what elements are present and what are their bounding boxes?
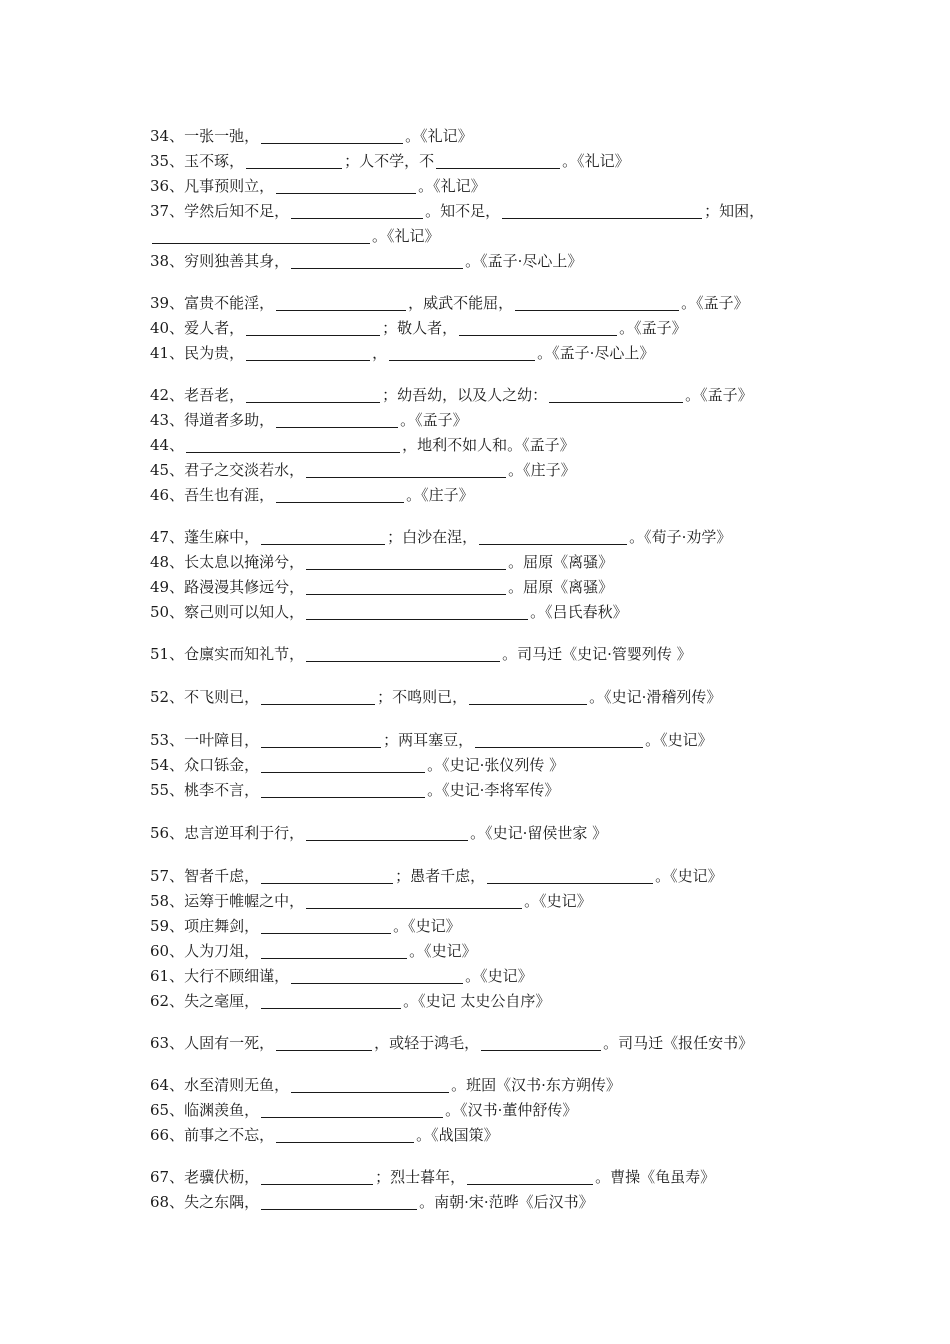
quote-text: 53、一叶障目， [150, 731, 260, 749]
quote-text: 。《史记·张仪列传 》 [427, 756, 565, 774]
answer-blank[interactable] [276, 1127, 414, 1143]
quote-line [150, 779, 559, 801]
quote-line [150, 965, 533, 987]
quote-line [150, 526, 731, 548]
answer-blank[interactable] [475, 732, 643, 748]
quote-text: 61、大行不顾细谨， [150, 967, 290, 985]
quote-line [150, 1191, 594, 1213]
quote-line [150, 890, 592, 912]
quote-text: 。《荀子·劝学》 [629, 528, 732, 546]
answer-blank[interactable] [515, 295, 679, 311]
quote-line [150, 940, 477, 962]
quote-text: 36、凡事预则立， [150, 177, 275, 195]
answer-blank[interactable] [291, 1077, 449, 1093]
quote-text: 51、仓廪实而知礼节， [150, 645, 305, 663]
quote-line [150, 125, 473, 147]
quote-text: 。《孟子》 [685, 386, 753, 404]
answer-blank[interactable] [246, 320, 380, 336]
quote-line [150, 342, 654, 364]
quote-text: 。屈原《离骚》 [508, 578, 614, 596]
answer-blank[interactable] [261, 918, 391, 934]
quote-text: ；白沙在涅， [387, 528, 478, 546]
answer-blank[interactable] [291, 253, 463, 269]
quote-line [150, 150, 630, 172]
quote-text: 34、一张一弛， [150, 127, 260, 145]
quote-line [150, 1124, 499, 1146]
quote-text: 。司马迁《报任安书》 [603, 1034, 754, 1052]
quote-text: 。《孟子》 [619, 319, 687, 337]
quote-text: 42、老吾老， [150, 386, 245, 404]
answer-blank[interactable] [261, 757, 425, 773]
answer-blank[interactable] [261, 128, 403, 144]
quote-text: 52、不飞则已， [150, 688, 260, 706]
quote-line [150, 865, 723, 887]
quote-text: ，地利不如人和。《孟子》 [402, 436, 575, 454]
quote-text: 55、桃李不言， [150, 781, 260, 799]
quote-text: 54、众口铄金， [150, 756, 260, 774]
quote-line [150, 754, 564, 776]
answer-blank[interactable] [502, 203, 702, 219]
quote-line [150, 459, 576, 481]
quote-text: 。《孟子·尽心上》 [537, 344, 655, 362]
quote-line [150, 200, 764, 222]
quote-text: 38、穷则独善其身， [150, 252, 290, 270]
answer-blank[interactable] [276, 487, 404, 503]
answer-blank[interactable] [487, 868, 653, 884]
quote-text: 66、前事之不忘， [150, 1126, 275, 1144]
answer-blank[interactable] [276, 412, 398, 428]
quote-text: 63、人固有一死， [150, 1034, 275, 1052]
quote-text: 。《孟子》 [681, 294, 749, 312]
quote-text: 64、水至清则无鱼， [150, 1076, 290, 1094]
quote-text: 。《吕氏春秋》 [530, 603, 628, 621]
answer-blank[interactable] [246, 345, 370, 361]
answer-blank[interactable] [549, 387, 683, 403]
quote-text: ；敬人者， [382, 319, 458, 337]
answer-blank[interactable] [306, 554, 506, 570]
quote-text: 。《史记·滑稽列传》 [589, 688, 722, 706]
quote-text: 。《史记·留侯世家 》 [470, 824, 608, 842]
quote-line [150, 292, 749, 314]
quote-text: 。知不足， [425, 202, 501, 220]
quote-line [150, 250, 582, 272]
answer-blank[interactable] [481, 1035, 601, 1051]
quote-text: ；不鸣则已， [377, 688, 468, 706]
quote-line [150, 686, 721, 708]
quote-text: 44、 [150, 436, 185, 454]
quote-text: 65、临渊羡鱼， [150, 1101, 260, 1119]
quote-text: 。《史记·李将军传》 [427, 781, 560, 799]
answer-blank[interactable] [479, 529, 627, 545]
quote-text: 56、忠言逆耳利于行， [150, 824, 305, 842]
answer-blank[interactable] [306, 646, 500, 662]
quote-text: 。司马迁《史记·管婴列传 》 [502, 645, 692, 663]
answer-blank[interactable] [306, 825, 468, 841]
quote-text: 67、老骥伏枥， [150, 1168, 260, 1186]
answer-blank[interactable] [152, 228, 370, 244]
quote-text: 49、路漫漫其修远兮， [150, 578, 305, 596]
quote-text: 35、玉不琢， [150, 152, 245, 170]
quote-line [150, 1074, 621, 1096]
quote-text: 。《汉书·董仲舒传》 [445, 1101, 578, 1119]
quote-text: ；人不学，不 [344, 152, 435, 170]
quote-text: 46、吾生也有涯， [150, 486, 275, 504]
quote-text: 43、得道者多助， [150, 411, 275, 429]
answer-blank[interactable] [276, 295, 406, 311]
answer-blank[interactable] [291, 968, 463, 984]
answer-blank[interactable] [261, 1102, 443, 1118]
quote-text: 。《史记》 [524, 892, 592, 910]
answer-blank[interactable] [469, 689, 587, 705]
answer-blank[interactable] [261, 943, 407, 959]
quote-text: 。《礼记》 [372, 227, 440, 245]
quote-text: 。曹操《龟虽寿》 [595, 1168, 716, 1186]
answer-blank[interactable] [306, 893, 522, 909]
quote-text: 。《史记》 [645, 731, 713, 749]
answer-blank[interactable] [459, 320, 617, 336]
answer-blank[interactable] [276, 178, 416, 194]
quote-text: ；幼吾幼，以及人之幼： [382, 386, 548, 404]
quote-text: 。班固《汉书·东方朔传》 [451, 1076, 621, 1094]
quote-text: ， [372, 344, 388, 362]
quote-text: 。《史记》 [393, 917, 461, 935]
answer-blank[interactable] [261, 782, 425, 798]
quote-text: ；两耳塞豆， [383, 731, 474, 749]
answer-blank[interactable] [261, 689, 375, 705]
quote-line [150, 915, 461, 937]
answer-blank[interactable] [186, 437, 400, 453]
quote-text: 40、爱人者， [150, 319, 245, 337]
answer-blank[interactable] [261, 529, 385, 545]
quote-text: 。《史记》 [409, 942, 477, 960]
answer-blank[interactable] [261, 1194, 417, 1210]
quote-text: 。《史记 太史公自序》 [403, 992, 551, 1010]
quote-text: 41、民为贵， [150, 344, 245, 362]
quote-line [150, 175, 486, 197]
quote-text: 60、人为刀俎， [150, 942, 260, 960]
answer-blank[interactable] [261, 1169, 373, 1185]
quote-text: ，或轻于鸿毛， [374, 1034, 480, 1052]
answer-blank[interactable] [306, 462, 506, 478]
quote-text: 57、智者千虑， [150, 867, 260, 885]
quote-text: 58、运筹于帷幄之中， [150, 892, 305, 910]
quote-line [150, 643, 692, 665]
quote-text: 。南朝·宋·范晔《后汉书》 [419, 1193, 594, 1211]
quote-text: 68、失之东隅， [150, 1193, 260, 1211]
quote-text: 。《礼记》 [418, 177, 486, 195]
quote-text: 。《孟子》 [400, 411, 468, 429]
quote-text: ；愚者千虑， [395, 867, 486, 885]
quote-text: ，威武不能屈， [408, 294, 514, 312]
answer-blank[interactable] [276, 1035, 372, 1051]
quote-text: 37、学然后知不足， [150, 202, 290, 220]
quote-text: 。《孟子·尽心上》 [465, 252, 583, 270]
quote-text: 50、察己则可以知人， [150, 603, 305, 621]
quote-text: 。《庄子》 [406, 486, 474, 504]
quote-line [150, 601, 628, 623]
quote-line [150, 434, 575, 456]
quote-text: 。《礼记》 [405, 127, 473, 145]
quote-line [150, 990, 550, 1012]
quote-text: 62、失之毫厘， [150, 992, 260, 1010]
quote-line [150, 576, 613, 598]
quote-text: 。《庄子》 [508, 461, 576, 479]
answer-blank[interactable] [261, 868, 393, 884]
quote-text: 。屈原《离骚》 [508, 553, 614, 571]
quote-text: 。《礼记》 [562, 152, 630, 170]
answer-blank[interactable] [389, 345, 535, 361]
answer-blank[interactable] [291, 203, 423, 219]
quote-line [150, 822, 607, 844]
quote-line [150, 551, 613, 573]
answer-blank[interactable] [306, 604, 528, 620]
quote-text: 。《史记》 [655, 867, 723, 885]
quote-text: 48、长太息以掩涕兮， [150, 553, 305, 571]
quote-text: 45、君子之交淡若水， [150, 461, 305, 479]
answer-blank[interactable] [261, 993, 401, 1009]
quote-text: 。《战国策》 [416, 1126, 499, 1144]
quote-line [150, 409, 468, 431]
quote-line [150, 729, 713, 751]
quote-line [150, 317, 687, 339]
answer-blank[interactable] [467, 1169, 593, 1185]
quote-line [150, 1099, 577, 1121]
quote-line [150, 1032, 753, 1054]
answer-blank[interactable] [436, 153, 560, 169]
answer-blank[interactable] [246, 387, 380, 403]
quote-text: ；知困， [704, 202, 765, 220]
answer-blank[interactable] [306, 579, 506, 595]
quote-text: 59、项庄舞剑， [150, 917, 260, 935]
quote-text: 。《史记》 [465, 967, 533, 985]
quote-line [150, 484, 474, 506]
quote-line [150, 1166, 715, 1188]
quote-text: 47、蓬生麻中， [150, 528, 260, 546]
answer-blank[interactable] [246, 153, 342, 169]
quote-text: ；烈士暮年， [375, 1168, 466, 1186]
quote-text: 39、富贵不能淫， [150, 294, 275, 312]
quote-line [150, 225, 440, 247]
answer-blank[interactable] [261, 732, 381, 748]
quote-line [150, 384, 753, 406]
